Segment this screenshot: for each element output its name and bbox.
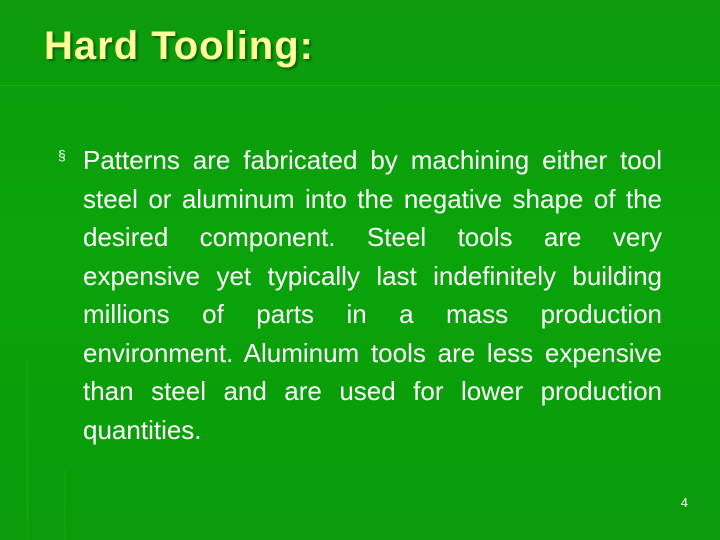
background-line (64, 470, 66, 540)
page-number: 4 (680, 495, 688, 510)
bullet-text: Patterns are fabricated by machining either tool steel or aluminum into the negative shape of the desired component. Steel tools are very expensive yet typically last indefinitely building millions of parts in a mass production environment. Aluminum tools are less expensive than steel and are used for lower production quantities. (83, 145, 662, 445)
slide-body (58, 141, 662, 449)
slide-title: Hard Tooling: (44, 24, 314, 68)
section-sign-bullet-icon: § (58, 147, 66, 163)
background-line (26, 360, 29, 540)
bullet-item (58, 141, 662, 449)
background-line (0, 85, 720, 86)
